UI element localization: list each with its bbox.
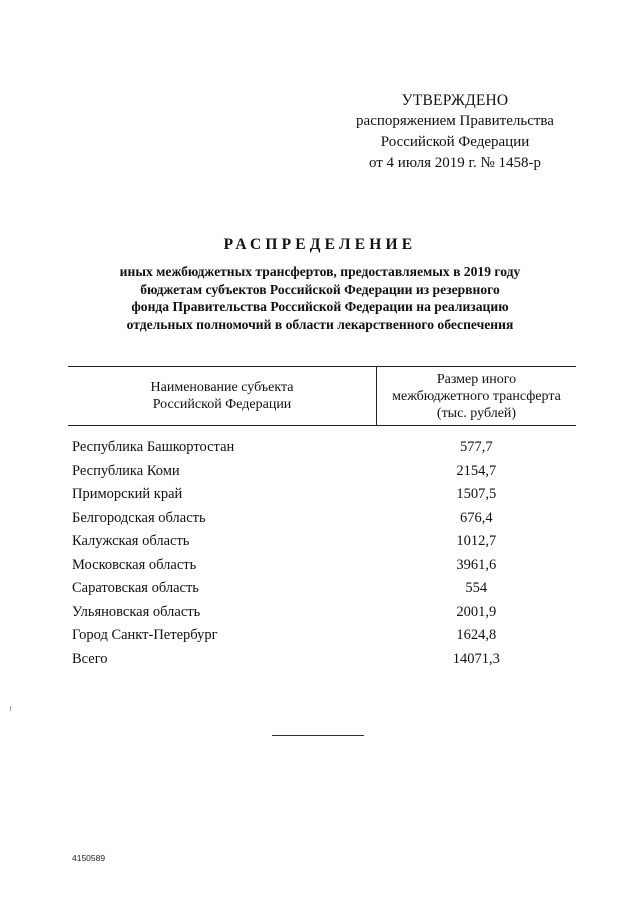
column-header-region-line-2: Российской Федерации: [152, 397, 292, 412]
region-name: Калужская область: [72, 533, 190, 550]
transfer-amount: 1507,5: [456, 486, 497, 503]
column-header-amount: [377, 367, 577, 426]
approval-line-1: распоряжением Правительства: [356, 113, 554, 129]
column-header-region: [68, 367, 377, 426]
table-row: [68, 530, 576, 554]
document-code: 4150589: [72, 853, 106, 863]
spacer-cell: [68, 426, 377, 437]
transfer-amount: 577,7: [459, 439, 493, 456]
region-name: Саратовская область: [72, 580, 199, 597]
table-row: [68, 507, 576, 531]
document-title: [60, 236, 580, 333]
approval-stamp: [330, 90, 580, 174]
table-row: [68, 460, 576, 484]
table-row: [68, 483, 576, 507]
region-name: Город Санкт-Петербург: [72, 627, 218, 644]
region-name: Белгородская область: [72, 509, 206, 526]
subtitle-line-4: отдельных полномочий в области лекарственного обеспечения: [126, 316, 514, 332]
title-main: РАСПРЕДЕЛЕНИЕ: [223, 236, 417, 253]
transfer-amount: 3961,6: [456, 556, 497, 573]
region-name: Республика Коми: [72, 462, 180, 479]
approval-line-2: Российской Федерации: [380, 134, 530, 150]
subtitle-line-1: иных межбюджетных трансфертов, предоставляемых в 2019 году: [119, 264, 521, 279]
table-row: [68, 624, 576, 648]
transfer-amount: 1012,7: [456, 533, 497, 550]
total-amount: 14071,3: [452, 650, 500, 667]
subtitle-line-3: фонда Правительства Российской Федерации на реализацию: [131, 299, 509, 314]
column-header-amount-line-2: межбюджетного трансферта: [392, 388, 561, 404]
transfer-amount: 2154,7: [456, 462, 497, 479]
table-row: [68, 554, 576, 578]
transfer-amount: 2001,9: [456, 603, 497, 620]
column-header-region-line-1: Наименование субъекта: [150, 380, 294, 395]
total-label: Всего: [72, 650, 108, 667]
region-name: Ульяновская область: [72, 603, 201, 620]
transfer-amount: 676,4: [459, 509, 493, 526]
region-name: Московская область: [72, 556, 197, 573]
table-row: [68, 577, 576, 601]
region-name: Приморский край: [72, 486, 183, 503]
table-row: [68, 436, 576, 460]
transfer-amount: 1624,8: [456, 627, 497, 644]
table-header-row: [68, 367, 576, 426]
table-spacer-row: [68, 426, 576, 437]
table-total-row: [68, 648, 576, 672]
table-row: [68, 601, 576, 625]
subtitle-line-2: бюджетам субъектов Российской Федерации из резервного: [140, 281, 500, 297]
approval-heading: УТВЕРЖДЕНО: [401, 92, 509, 109]
region-name: Республика Башкортостан: [72, 439, 235, 456]
column-header-amount-line-3: (тыс. рублей): [436, 405, 517, 421]
column-header-amount-line-1: Размер иного: [436, 371, 517, 387]
transfers-table: [68, 366, 576, 671]
spacer-cell: [377, 426, 577, 437]
end-of-document-divider: [272, 735, 364, 736]
transfer-amount: 554: [465, 580, 488, 597]
scan-margin-mark: [10, 706, 11, 711]
approval-line-3: от 4 июля 2019 г. № 1458-р: [368, 155, 542, 171]
title-subtitle: [60, 263, 580, 333]
